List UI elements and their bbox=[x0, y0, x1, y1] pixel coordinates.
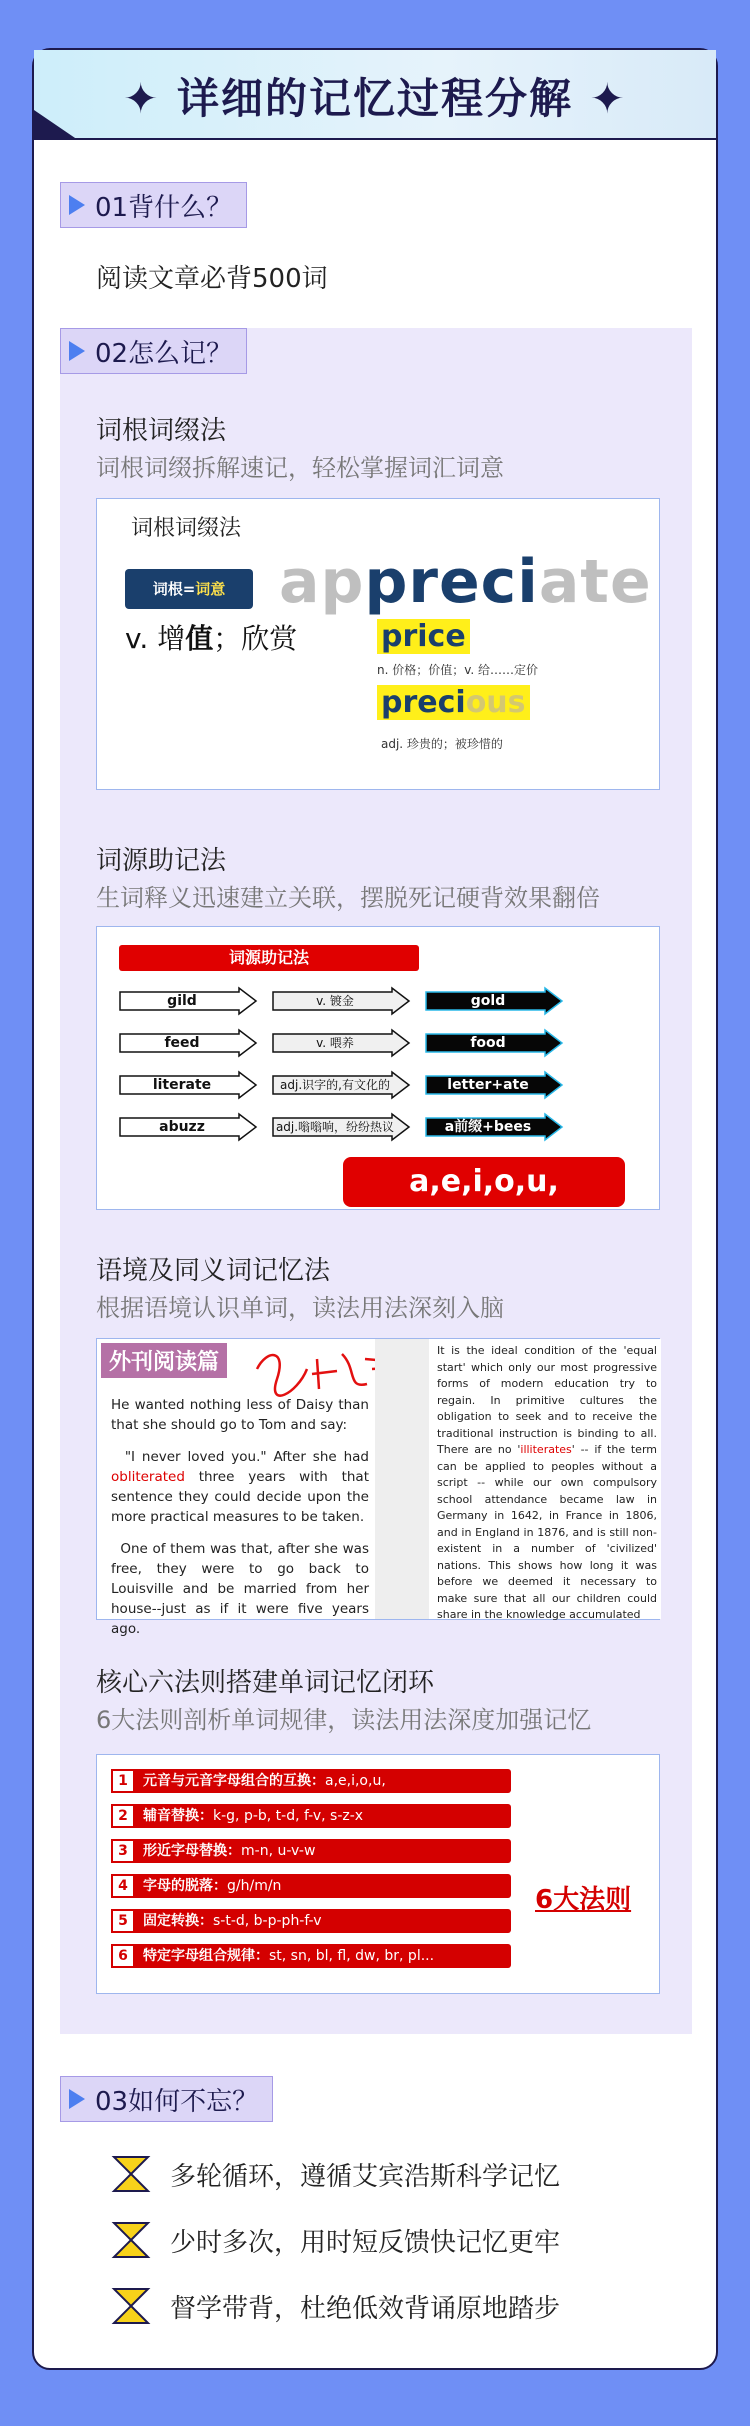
rule-example: k-g, p-b, t-d, f-v, s-z-x bbox=[213, 1808, 364, 1824]
method-desc: 6大法则剖析单词规律，读法用法深度加强记忆 bbox=[96, 1706, 592, 1734]
etymology-mean bbox=[272, 1029, 410, 1057]
reading-tag: 外刊阅读篇 bbox=[101, 1343, 227, 1378]
arrow-label: food bbox=[470, 1035, 506, 1051]
rule-item bbox=[111, 1769, 511, 1793]
etymology-word bbox=[119, 1113, 257, 1141]
rule-number: 6 bbox=[111, 1944, 135, 1968]
arrow-label: gold bbox=[470, 993, 506, 1009]
text-run: three years with that sentence they could decide upon the more practical measures to be taken. bbox=[111, 1469, 369, 1525]
section-tag-what bbox=[60, 182, 247, 228]
rule-example: g/h/m/n bbox=[227, 1878, 282, 1894]
related-word-def: adj. 珍贵的；被珍惜的 bbox=[381, 737, 503, 751]
highlight-word: illiterates bbox=[520, 1443, 572, 1456]
six-rules-card bbox=[96, 1754, 660, 1994]
etymology-mean bbox=[272, 1113, 410, 1141]
word-root: preci bbox=[364, 547, 539, 617]
etymology-word bbox=[119, 987, 257, 1015]
etymology-card bbox=[96, 926, 660, 1210]
arrow-label: literate bbox=[152, 1077, 212, 1093]
rule-example: s-t-d, b-p-ph-f-v bbox=[213, 1913, 322, 1929]
arrow-label: abuzz bbox=[159, 1119, 205, 1135]
rule-item bbox=[111, 1944, 511, 1968]
triangle-icon bbox=[69, 195, 85, 215]
root-badge bbox=[125, 569, 253, 609]
context-card bbox=[96, 1338, 660, 1637]
triangle-icon bbox=[69, 2089, 85, 2109]
highlight-word: obliterated bbox=[111, 1469, 185, 1485]
tip-item bbox=[112, 2286, 560, 2326]
header bbox=[34, 50, 716, 140]
badge-text: 词根= bbox=[152, 580, 196, 598]
vowels-banner: a,e,i,o,u, bbox=[343, 1157, 625, 1207]
tip-text: 多轮循环，遵循艾宾浩斯科学记忆 bbox=[170, 2161, 561, 2192]
text-run: One of them was that, after she was free, they were to go back to Louisville and be married from her house--just as if it were five years ago. bbox=[111, 1541, 369, 1637]
etymology-hint bbox=[425, 1071, 563, 1099]
etymology-word bbox=[119, 1071, 257, 1099]
reading-paragraph: He wanted nothing less of Daisy than that she should go to Tom and say: bbox=[111, 1397, 369, 1433]
word-suffix: ate bbox=[538, 547, 652, 617]
rule-example: st, sn, bl, fl, dw, br, pl... bbox=[269, 1948, 435, 1964]
arrow-label: gild bbox=[167, 993, 197, 1009]
arrow-label: a前缀+bees bbox=[444, 1119, 532, 1135]
etymology-word bbox=[119, 1029, 257, 1057]
etymology-hint bbox=[425, 987, 563, 1015]
reading-text bbox=[111, 1395, 369, 1651]
related-word-price: price bbox=[377, 619, 470, 654]
root-affix-card bbox=[96, 498, 660, 790]
rule-name: 字母的脱落： bbox=[143, 1878, 227, 1894]
rule-number: 3 bbox=[111, 1839, 135, 1863]
section-tag-how bbox=[60, 328, 247, 374]
rule-example: a,e,i,o,u, bbox=[325, 1773, 386, 1789]
word-meaning bbox=[125, 617, 297, 657]
etymology-mean bbox=[272, 1071, 410, 1099]
rule-text bbox=[143, 1769, 386, 1793]
tip-item bbox=[112, 2220, 560, 2260]
text-run: "I never loved you." After she had bbox=[124, 1449, 369, 1465]
meaning-bold: 值 bbox=[185, 622, 214, 655]
text-run: ' -- if the term can be applied to peoples without a script -- while our own compulsory school attendance became law in Germany in 1642, in France in 1806, and in England in 1876, and is still non-existent in a number of 'civilized' nations. This shows how long it was before we deemed it necessary to make sure that all our children could share in the knowledge accumulated bbox=[437, 1443, 657, 1621]
hourglass-icon bbox=[112, 2221, 150, 2259]
divider bbox=[375, 1339, 429, 1619]
method-desc: 生词释义迅速建立关联，摆脱死记硬背效果翻倍 bbox=[96, 884, 600, 912]
six-rules-label: 6大法则 bbox=[535, 1885, 632, 1915]
word-prefix: ap bbox=[279, 547, 365, 617]
rule-text bbox=[143, 1804, 363, 1828]
rule-name: 元音与元音字母组合的互换： bbox=[143, 1773, 325, 1789]
badge-highlight: 词意 bbox=[195, 580, 226, 598]
arrow-label: feed bbox=[164, 1035, 200, 1051]
rule-name: 特定字母组合规律： bbox=[143, 1948, 269, 1964]
tip-text: 督学带背，杜绝低效背诵原地踏步 bbox=[170, 2293, 561, 2324]
meaning-part: ；欣赏 bbox=[213, 622, 298, 655]
reading-paragraph bbox=[111, 1539, 369, 1639]
card-title: 词根词缀法 bbox=[131, 516, 242, 541]
related-word-precious bbox=[377, 685, 530, 720]
method-title: 语境及同义词记忆法 bbox=[96, 1256, 331, 1286]
arrow-label: v. 镀金 bbox=[316, 994, 354, 1008]
rule-text bbox=[143, 1874, 281, 1898]
method-desc: 词根词缀拆解速记，轻松掌握词汇词意 bbox=[96, 454, 504, 482]
rule-item bbox=[111, 1874, 511, 1898]
rule-name: 固定转换： bbox=[143, 1913, 213, 1929]
meaning-part: v. 增 bbox=[125, 622, 186, 655]
rule-number: 2 bbox=[111, 1804, 135, 1828]
related-word-def: n. 价格；价值；v. 给……定价 bbox=[377, 663, 539, 677]
etymology-banner: 词源助记法 bbox=[119, 945, 419, 971]
reading-excerpt-left bbox=[97, 1339, 375, 1637]
method-desc: 根据语境认识单词，读法用法深刻入脑 bbox=[96, 1294, 504, 1322]
section-tag-label: 01背什么？ bbox=[95, 192, 233, 223]
rule-name: 辅音替换： bbox=[143, 1808, 213, 1824]
hourglass-icon bbox=[112, 2155, 150, 2193]
rule-item bbox=[111, 1839, 511, 1863]
hourglass-icon bbox=[112, 2287, 150, 2325]
example-word bbox=[279, 547, 652, 617]
section-tag-retain bbox=[60, 2076, 273, 2122]
arrow-label: v. 喂养 bbox=[316, 1036, 354, 1050]
triangle-icon bbox=[69, 341, 85, 361]
tip-text: 少时多次，用时短反馈快记忆更牢 bbox=[170, 2227, 561, 2258]
arrow-label: letter+ate bbox=[447, 1077, 529, 1093]
text-run: It is the ideal condition of the 'equal start' which only our most progressive forms of modern education try to regain. In primitive cultures the obligation to seek and to receive the traditional instruction is binding to all. There are no ' bbox=[437, 1344, 657, 1456]
arrow-label: adj.嗡嗡响，纷纷热议 bbox=[275, 1120, 395, 1134]
content-card bbox=[32, 48, 718, 2370]
rule-item bbox=[111, 1804, 511, 1828]
rule-text bbox=[143, 1839, 315, 1863]
rule-number: 1 bbox=[111, 1769, 135, 1793]
reading-paragraph bbox=[111, 1447, 369, 1527]
rule-text bbox=[143, 1909, 322, 1933]
arrow-label: adj.识字的,有文化的 bbox=[280, 1078, 390, 1092]
etymology-hint bbox=[425, 1029, 563, 1057]
tip-item bbox=[112, 2154, 560, 2194]
reading-excerpt-right bbox=[429, 1339, 661, 1619]
method-title: 词源助记法 bbox=[96, 846, 227, 876]
rule-number: 5 bbox=[111, 1909, 135, 1933]
etymology-hint bbox=[425, 1113, 563, 1141]
word-part: preci bbox=[381, 685, 466, 720]
section-tag-label: 02怎么记？ bbox=[95, 338, 233, 369]
method-title: 核心六法则搭建单词记忆闭环 bbox=[96, 1668, 435, 1698]
rule-example: m-n, u-v-w bbox=[241, 1843, 316, 1859]
section-tag-label: 03如何不忘？ bbox=[95, 2086, 259, 2117]
rule-name: 形近字母替换： bbox=[143, 1843, 241, 1859]
rule-number: 4 bbox=[111, 1874, 135, 1898]
etymology-mean bbox=[272, 987, 410, 1015]
section-text: 阅读文章必背500词 bbox=[96, 264, 328, 294]
word-part-dim: ous bbox=[465, 685, 526, 720]
rule-item bbox=[111, 1909, 511, 1933]
method-title: 词根词缀法 bbox=[96, 416, 227, 446]
rule-text bbox=[143, 1944, 434, 1968]
page-title: ✦ 详细的记忆过程分解 ✦ bbox=[123, 74, 627, 123]
